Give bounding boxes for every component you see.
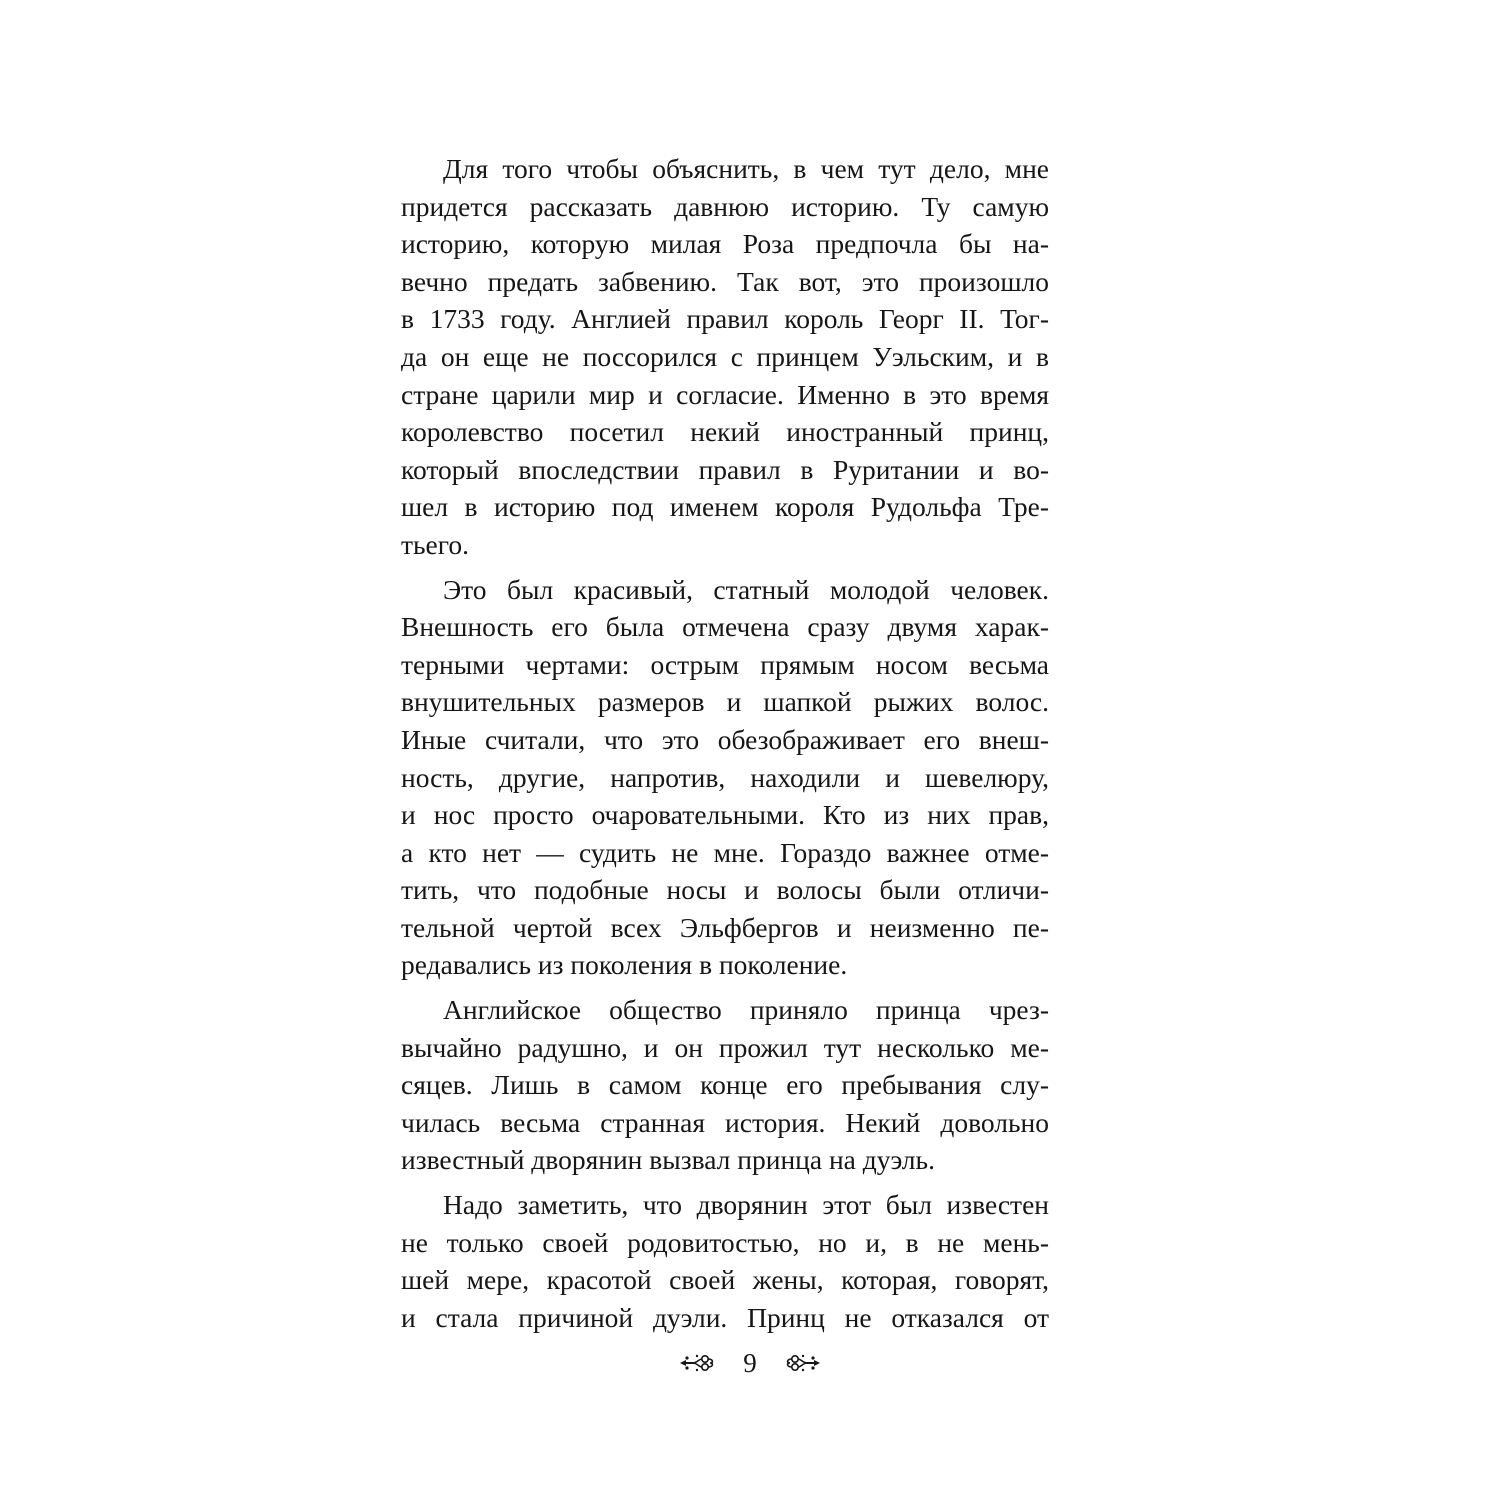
fleuron-left-icon — [677, 1351, 717, 1375]
text-line: не только своей родовитостью, но и, в не мень- — [401, 1226, 1049, 1258]
page-footer — [0, 1343, 1500, 1383]
text-line: ность, другие, напротив, находили и шевелюру, — [401, 761, 1049, 793]
text-line: редавались из поколения в поколение. — [401, 949, 848, 981]
paragraph-4 — [401, 1186, 1049, 1336]
text-line: вычайно радушно, и он прожил тут несколько ме- — [401, 1031, 1049, 1063]
fleuron-right-icon — [783, 1351, 823, 1375]
text-line: да он еще не поссорился с принцем Уэльским, и в — [401, 340, 1049, 372]
page-number: 9 — [743, 1348, 757, 1378]
text-line: Это был красивый, статный молодой человек. — [443, 573, 1049, 605]
text-line: который впоследствии правил в Руритании и во- — [401, 453, 1049, 485]
text-line: в 1733 году. Англией правил король Георг II. Тог- — [401, 303, 1049, 335]
text-line: и стала причиной дуэли. Принц не отказался от — [401, 1301, 1049, 1333]
text-line: стране царили мир и согласие. Именно в это время — [401, 378, 1049, 410]
text-line: тьего. — [401, 528, 469, 560]
text-line: сяцев. Лишь в самом конце его пребывания слу- — [401, 1069, 1049, 1101]
text-line: терными чертами: острым прямым носом весьма — [401, 648, 1049, 680]
text-line: чилась весьма странная история. Некий довольно — [401, 1106, 1049, 1138]
text-line: а кто нет — судить не мне. Гораздо важнее отме- — [401, 836, 1049, 868]
text-line: королевство посетил некий иностранный принц, — [401, 416, 1049, 448]
text-line: внушительных размеров и шапкой рыжих волос. — [401, 686, 1049, 718]
paragraph-1 — [401, 150, 1049, 564]
text-line: вечно предать забвению. Так вот, это произошло — [401, 265, 1049, 297]
text-line: шел в историю под именем короля Рудольфа Тре- — [401, 491, 1049, 523]
text-line: тельной чертой всех Эльфбергов и неизменно пе- — [401, 911, 1049, 943]
paragraph-3 — [401, 991, 1049, 1179]
text-line: шей мере, красотой своей жены, которая, говорят, — [401, 1264, 1049, 1296]
text-line: Английское общество приняло принца чрез- — [443, 994, 1049, 1026]
text-line: тить, что подобные носы и волосы были отличи- — [401, 874, 1049, 906]
body-text — [401, 150, 1049, 1343]
text-line: Для того чтобы объяснить, в чем тут дело, мне — [443, 153, 1049, 184]
text-line: историю, которую милая Роза предпочла бы на- — [401, 228, 1049, 260]
text-line: придется рассказать давнюю историю. Ту самую — [401, 190, 1049, 222]
paragraph-2 — [401, 571, 1049, 985]
text-line: Внешность его была отмечена сразу двумя харак- — [401, 611, 1049, 643]
text-line: Надо заметить, что дворянин этот был известен — [443, 1189, 1049, 1221]
text-line: и нос просто очаровательными. Кто из них прав, — [401, 799, 1049, 831]
text-line: Иные считали, что это обезображивает его внеш- — [401, 723, 1049, 755]
text-line: известный дворянин вызвал принца на дуэль. — [401, 1144, 935, 1176]
